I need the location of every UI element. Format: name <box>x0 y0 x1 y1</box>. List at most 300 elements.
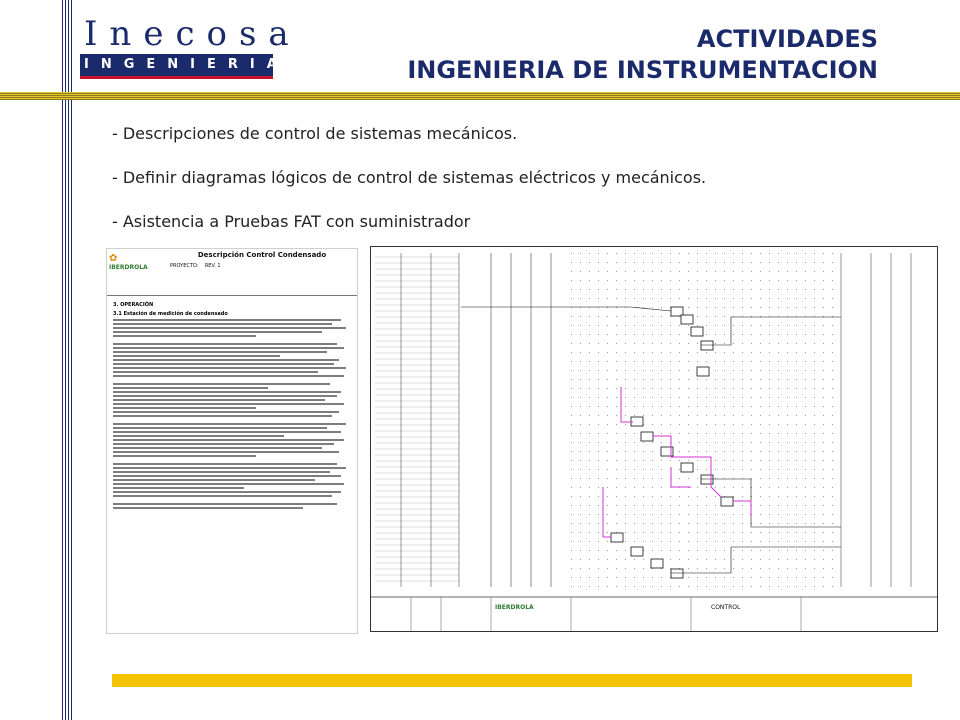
grid-dot <box>787 496 788 497</box>
grid-dot <box>598 325 599 326</box>
grid-dot <box>787 406 788 407</box>
grid-dot <box>706 271 707 272</box>
grid-dot <box>571 289 572 290</box>
grid-dot <box>580 298 581 299</box>
grid-dot <box>805 370 806 371</box>
grid-dot <box>706 406 707 407</box>
grid-dot <box>616 469 617 470</box>
grid-dot <box>706 523 707 524</box>
grid-dot <box>787 433 788 434</box>
grid-dot <box>814 532 815 533</box>
grid-dot <box>697 532 698 533</box>
grid-dot <box>598 451 599 452</box>
grid-dot <box>733 289 734 290</box>
grid-dot <box>733 523 734 524</box>
doc-text-line <box>113 483 344 485</box>
grid-dot <box>769 424 770 425</box>
grid-dot <box>661 505 662 506</box>
grid-dot <box>571 280 572 281</box>
grid-dot <box>643 451 644 452</box>
grid-dot <box>769 451 770 452</box>
grid-dot <box>787 568 788 569</box>
grid-dot <box>706 442 707 443</box>
grid-dot <box>697 505 698 506</box>
grid-dot <box>697 406 698 407</box>
grid-dot <box>688 433 689 434</box>
grid-dot <box>832 442 833 443</box>
grid-dot <box>724 280 725 281</box>
grid-dot <box>688 406 689 407</box>
grid-dot <box>778 460 779 461</box>
grid-dot <box>751 343 752 344</box>
grid-dot <box>814 424 815 425</box>
grid-dot <box>805 559 806 560</box>
grid-dot <box>571 325 572 326</box>
grid-dot <box>625 262 626 263</box>
grid-dot <box>715 325 716 326</box>
grid-dot <box>706 424 707 425</box>
grid-dot <box>778 379 779 380</box>
grid-dot <box>643 442 644 443</box>
grid-dot <box>643 460 644 461</box>
grid-dot <box>571 532 572 533</box>
grid-dot <box>697 307 698 308</box>
grid-dot <box>679 541 680 542</box>
grid-dot <box>670 424 671 425</box>
grid-dot <box>679 289 680 290</box>
grid-dot <box>589 352 590 353</box>
grid-dot <box>571 505 572 506</box>
grid-dot <box>634 334 635 335</box>
grid-dot <box>832 505 833 506</box>
grid-dot <box>832 568 833 569</box>
grid-dot <box>724 298 725 299</box>
grid-dot <box>778 559 779 560</box>
grid-dot <box>823 586 824 587</box>
grid-dot <box>823 415 824 416</box>
grid-dot <box>796 478 797 479</box>
grid-dot <box>679 550 680 551</box>
grid-dot <box>769 397 770 398</box>
grid-dot <box>706 541 707 542</box>
grid-dot <box>616 496 617 497</box>
grid-dot <box>697 514 698 515</box>
control-description-document <box>106 248 358 634</box>
grid-dot <box>580 424 581 425</box>
grid-dot <box>679 514 680 515</box>
grid-dot <box>598 586 599 587</box>
grid-dot <box>805 586 806 587</box>
grid-dot <box>805 568 806 569</box>
grid-dot <box>607 316 608 317</box>
grid-dot <box>670 559 671 560</box>
grid-dot <box>670 550 671 551</box>
grid-dot <box>598 253 599 254</box>
grid-dot <box>580 433 581 434</box>
grid-dot <box>571 361 572 362</box>
grid-dot <box>814 559 815 560</box>
grid-dot <box>724 397 725 398</box>
grid-dot <box>679 280 680 281</box>
grid-dot <box>742 343 743 344</box>
grid-dot <box>688 424 689 425</box>
doc-text-line <box>113 387 268 389</box>
doc-text-line <box>113 475 341 477</box>
grid-dot <box>697 523 698 524</box>
grid-dot <box>589 424 590 425</box>
grid-dot <box>652 550 653 551</box>
grid-dot <box>823 487 824 488</box>
grid-dot <box>724 262 725 263</box>
grid-dot <box>787 370 788 371</box>
grid-dot <box>832 298 833 299</box>
grid-dot <box>598 370 599 371</box>
grid-dot <box>616 442 617 443</box>
grid-dot <box>670 280 671 281</box>
grid-dot <box>805 298 806 299</box>
logic-gate <box>681 315 693 324</box>
grid-dot <box>607 451 608 452</box>
doc-brand: IBERDROLA <box>109 264 148 271</box>
grid-dot <box>598 523 599 524</box>
grid-dot <box>751 568 752 569</box>
grid-dot <box>823 307 824 308</box>
grid-dot <box>688 397 689 398</box>
grid-dot <box>706 514 707 515</box>
grid-dot <box>661 442 662 443</box>
grid-dot <box>634 577 635 578</box>
grid-dot <box>814 289 815 290</box>
grid-dot <box>832 460 833 461</box>
grid-dot <box>796 523 797 524</box>
grid-dot <box>715 433 716 434</box>
grid-dot <box>679 424 680 425</box>
grid-dot <box>823 505 824 506</box>
grid-dot <box>697 487 698 488</box>
doc-text-line <box>113 423 346 425</box>
grid-dot <box>580 280 581 281</box>
grid-dot <box>814 280 815 281</box>
grid-dot <box>580 586 581 587</box>
grid-dot <box>652 424 653 425</box>
grid-dot <box>805 262 806 263</box>
grid-dot <box>571 559 572 560</box>
grid-dot <box>643 514 644 515</box>
grid-dot <box>661 487 662 488</box>
grid-dot <box>643 271 644 272</box>
grid-dot <box>706 262 707 263</box>
header-rule <box>0 92 960 100</box>
grid-dot <box>787 388 788 389</box>
grid-dot <box>643 469 644 470</box>
grid-dot <box>616 460 617 461</box>
logic-gate <box>721 497 733 506</box>
grid-dot <box>796 325 797 326</box>
grid-dot <box>733 397 734 398</box>
grid-dot <box>688 460 689 461</box>
doc-text-line <box>113 507 303 509</box>
grid-dot <box>706 532 707 533</box>
grid-dot <box>796 334 797 335</box>
grid-dot <box>661 541 662 542</box>
grid-dot <box>679 469 680 470</box>
grid-dot <box>760 541 761 542</box>
grid-dot <box>832 415 833 416</box>
grid-dot <box>670 505 671 506</box>
grid-dot <box>643 478 644 479</box>
grid-dot <box>733 442 734 443</box>
grid-dot <box>805 442 806 443</box>
grid-dot <box>589 379 590 380</box>
grid-dot <box>607 496 608 497</box>
grid-dot <box>796 577 797 578</box>
grid-dot <box>805 388 806 389</box>
doc-text-line <box>113 355 280 357</box>
grid-dot <box>760 442 761 443</box>
grid-dot <box>616 361 617 362</box>
grid-dot <box>571 514 572 515</box>
grid-dot <box>778 361 779 362</box>
grid-dot <box>670 253 671 254</box>
grid-dot <box>715 514 716 515</box>
grid-dot <box>733 406 734 407</box>
grid-dot <box>724 577 725 578</box>
grid-dot <box>769 460 770 461</box>
grid-dot <box>661 271 662 272</box>
doc-text-line <box>113 351 327 353</box>
grid-dot <box>589 361 590 362</box>
grid-dot <box>607 523 608 524</box>
grid-dot <box>796 379 797 380</box>
grid-dot <box>652 397 653 398</box>
grid-dot <box>751 370 752 371</box>
grid-dot <box>724 415 725 416</box>
grid-dot <box>616 343 617 344</box>
grid-dot <box>787 334 788 335</box>
grid-dot <box>733 253 734 254</box>
grid-dot <box>598 280 599 281</box>
grid-dot <box>571 451 572 452</box>
grid-dot <box>670 271 671 272</box>
grid-dot <box>715 586 716 587</box>
grid-dot <box>661 433 662 434</box>
grid-dot <box>697 451 698 452</box>
grid-dot <box>661 397 662 398</box>
grid-dot <box>778 505 779 506</box>
grid-dot <box>580 559 581 560</box>
grid-dot <box>769 487 770 488</box>
grid-dot <box>751 469 752 470</box>
grid-dot <box>832 388 833 389</box>
grid-dot <box>589 451 590 452</box>
grid-dot <box>670 433 671 434</box>
grid-dot <box>706 298 707 299</box>
grid-dot <box>607 361 608 362</box>
grid-dot <box>670 523 671 524</box>
grid-dot <box>589 343 590 344</box>
grid-dot <box>814 568 815 569</box>
grid-dot <box>643 541 644 542</box>
grid-dot <box>778 541 779 542</box>
grid-dot <box>760 334 761 335</box>
grid-dot <box>697 469 698 470</box>
grid-dot <box>697 478 698 479</box>
grid-dot <box>688 307 689 308</box>
grid-dot <box>814 298 815 299</box>
grid-dot <box>598 532 599 533</box>
grid-dot <box>580 532 581 533</box>
grid-dot <box>778 487 779 488</box>
grid-dot <box>796 559 797 560</box>
grid-dot <box>778 442 779 443</box>
grid-dot <box>823 289 824 290</box>
grid-dot <box>598 469 599 470</box>
grid-dot <box>796 442 797 443</box>
grid-dot <box>580 550 581 551</box>
grid-dot <box>652 541 653 542</box>
grid-dot <box>580 514 581 515</box>
grid-dot <box>679 325 680 326</box>
grid-dot <box>778 577 779 578</box>
grid-dot <box>823 298 824 299</box>
grid-dot <box>769 343 770 344</box>
doc-text-line <box>113 399 325 401</box>
grid-dot <box>823 379 824 380</box>
grid-dot <box>688 496 689 497</box>
grid-dot <box>679 370 680 371</box>
grid-dot <box>769 379 770 380</box>
grid-dot <box>598 316 599 317</box>
doc-text-line <box>113 347 344 349</box>
grid-dot <box>679 361 680 362</box>
grid-dot <box>823 262 824 263</box>
grid-dot <box>598 352 599 353</box>
grid-dot <box>733 388 734 389</box>
grid-dot <box>634 397 635 398</box>
grid-dot <box>706 307 707 308</box>
grid-dot <box>643 352 644 353</box>
doc-text-line <box>113 443 334 445</box>
doc-body <box>107 296 357 514</box>
grid-dot <box>760 370 761 371</box>
grid-dot <box>652 415 653 416</box>
grid-dot <box>607 541 608 542</box>
grid-dot <box>625 478 626 479</box>
grid-dot <box>796 406 797 407</box>
grid-dot <box>724 307 725 308</box>
logic-gate <box>701 341 713 350</box>
grid-dot <box>589 316 590 317</box>
grid-dot <box>598 424 599 425</box>
grid-dot <box>760 397 761 398</box>
doc-text-line <box>113 491 341 493</box>
grid-dot <box>796 541 797 542</box>
grid-dot <box>661 262 662 263</box>
doc-text-line <box>113 375 344 377</box>
grid-dot <box>832 487 833 488</box>
grid-dot <box>589 523 590 524</box>
grid-dot <box>742 280 743 281</box>
grid-dot <box>571 343 572 344</box>
grid-dot <box>796 469 797 470</box>
grid-dot <box>796 451 797 452</box>
grid-dot <box>616 253 617 254</box>
grid-dot <box>706 586 707 587</box>
grid-dot <box>607 586 608 587</box>
grid-dot <box>652 352 653 353</box>
grid-dot <box>652 469 653 470</box>
grid-dot <box>814 541 815 542</box>
grid-dot <box>832 523 833 524</box>
grid-dot <box>661 424 662 425</box>
grid-dot <box>679 505 680 506</box>
grid-dot <box>787 487 788 488</box>
grid-dot <box>796 460 797 461</box>
grid-dot <box>760 253 761 254</box>
grid-dot <box>634 568 635 569</box>
grid-dot <box>769 478 770 479</box>
grid-dot <box>598 478 599 479</box>
grid-dot <box>715 415 716 416</box>
grid-dot <box>652 379 653 380</box>
grid-dot <box>760 406 761 407</box>
grid-dot <box>778 334 779 335</box>
grid-dot <box>787 514 788 515</box>
grid-dot <box>724 352 725 353</box>
grid-dot <box>751 388 752 389</box>
grid-dot <box>796 496 797 497</box>
grid-dot <box>661 496 662 497</box>
grid-dot <box>823 523 824 524</box>
grid-dot <box>796 370 797 371</box>
grid-dot <box>589 577 590 578</box>
grid-dot <box>706 568 707 569</box>
grid-dot <box>589 433 590 434</box>
grid-dot <box>742 334 743 335</box>
grid-dot <box>733 568 734 569</box>
grid-dot <box>778 271 779 272</box>
grid-dot <box>760 343 761 344</box>
grid-dot <box>706 505 707 506</box>
grid-dot <box>571 496 572 497</box>
grid-dot <box>724 388 725 389</box>
grid-dot <box>616 406 617 407</box>
grid-dot <box>571 316 572 317</box>
grid-dot <box>787 280 788 281</box>
grid-dot <box>733 532 734 533</box>
grid-dot <box>715 253 716 254</box>
grid-dot <box>607 469 608 470</box>
grid-dot <box>625 370 626 371</box>
grid-dot <box>616 415 617 416</box>
grid-dot <box>688 289 689 290</box>
grid-dot <box>616 397 617 398</box>
grid-dot <box>751 253 752 254</box>
grid-dot <box>715 460 716 461</box>
grid-dot <box>724 559 725 560</box>
grid-dot <box>706 280 707 281</box>
doc-text-line <box>113 471 330 473</box>
grid-dot <box>625 388 626 389</box>
grid-dot <box>688 505 689 506</box>
grid-dot <box>634 496 635 497</box>
grid-dot <box>769 388 770 389</box>
grid-dot <box>670 298 671 299</box>
grid-dot <box>580 406 581 407</box>
grid-dot <box>571 550 572 551</box>
activity-item: - Asistencia a Pruebas FAT con suministrador <box>112 212 471 231</box>
grid-dot <box>832 478 833 479</box>
